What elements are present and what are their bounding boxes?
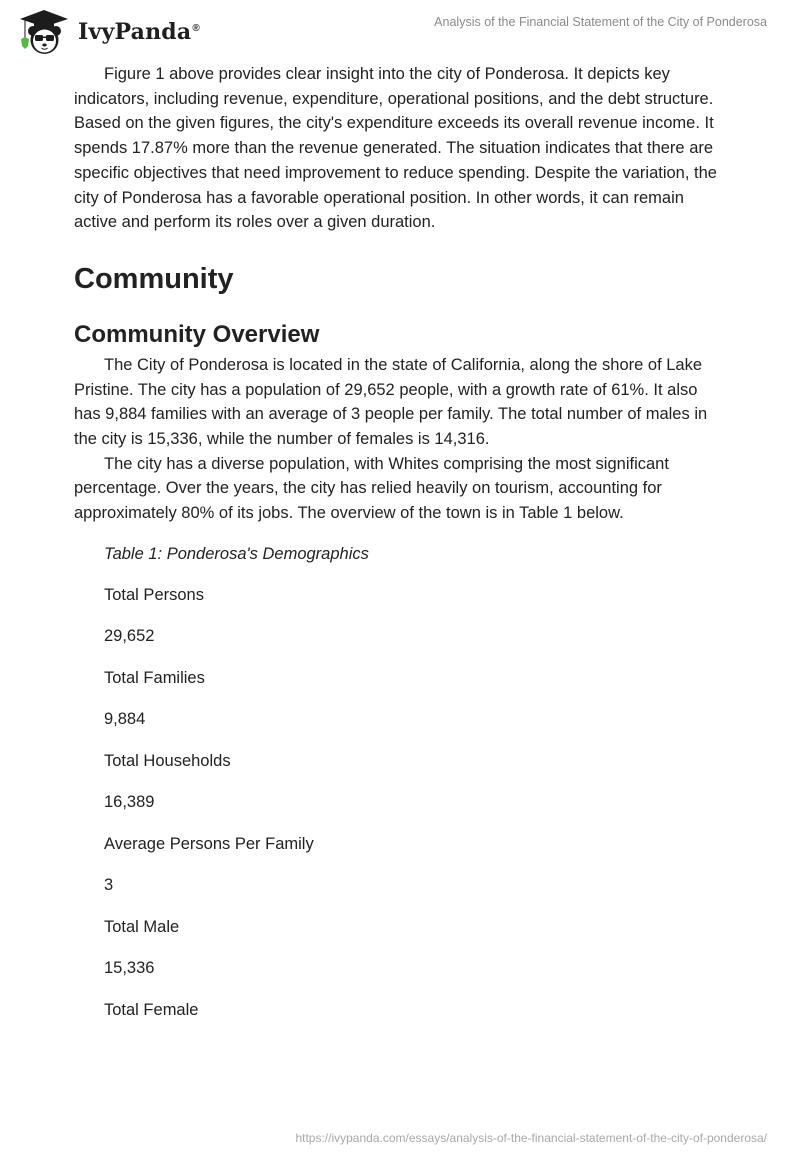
- table-cell-label: Total Persons: [104, 585, 204, 604]
- subsection-heading-community-overview: Community Overview: [74, 320, 320, 348]
- table-cell-value: 29,652: [104, 627, 155, 646]
- intro-paragraph: Figure 1 above provides clear insight into the city of Ponderosa. It depicts key indicators, including revenue, expenditure, operational positions, and the debt structure. Based on the given figures, the city's expenditure exceeds its overall revenue income. It spends 17.87% more than the revenue generated. The situation indicates that there are specific objectives that need improvement to reduce spending. Despite the variation, the city of Ponderosa has a favorable operational position. In other words, it can remain active and perform its roles over a given duration.: [74, 65, 717, 232]
- page-header: [0, 0, 800, 60]
- panda-graduate-icon: [16, 8, 72, 56]
- document-running-title: Analysis of the Financial Statement of the City of Ponderosa: [434, 15, 767, 29]
- overview-paragraph-location: The City of Ponderosa is located in the state of California, along the shore of Lake Pristine. The city has a population of 29,652 people, with a growth rate of 61%. It also has 9,884 families with an average of 3 people per family. The total number of males in the city is 15,336, while the number of females is 14,316.: [74, 355, 708, 449]
- table-cell-label: Total Households: [104, 751, 231, 770]
- section-heading-community: Community: [74, 262, 234, 295]
- source-url-link[interactable]: https://ivypanda.com/essays/analysis-of-the-financial-statement-of-the-city-of-ponderosa/: [295, 1131, 767, 1145]
- table-cell-label: Total Families: [104, 668, 205, 687]
- logo-text: IvyPanda®: [78, 19, 200, 45]
- overview-paragraph-population: The city has a diverse population, with Whites comprising the most significant percentage. Over the years, the city has relied heavily on tourism, accounting for approximately 80% of its jobs. The overview of the town is in Table 1 below.: [74, 454, 669, 523]
- demographics-table: [74, 583, 728, 1024]
- table-cell-value: 15,336: [104, 959, 155, 978]
- site-logo[interactable]: [16, 8, 200, 56]
- table-cell-value: 16,389: [104, 793, 155, 812]
- table-cell-value: 3: [104, 876, 114, 895]
- table-caption: Table 1: Ponderosa's Demographics: [104, 544, 369, 563]
- table-cell-label: Average Persons Per Family: [104, 834, 314, 853]
- table-cell-label: Total Female: [104, 1000, 199, 1019]
- table-cell-value: 9,884: [104, 710, 146, 729]
- table-cell-label: Total Male: [104, 917, 180, 936]
- article-body: [74, 62, 728, 1023]
- registered-mark: ®: [192, 22, 200, 34]
